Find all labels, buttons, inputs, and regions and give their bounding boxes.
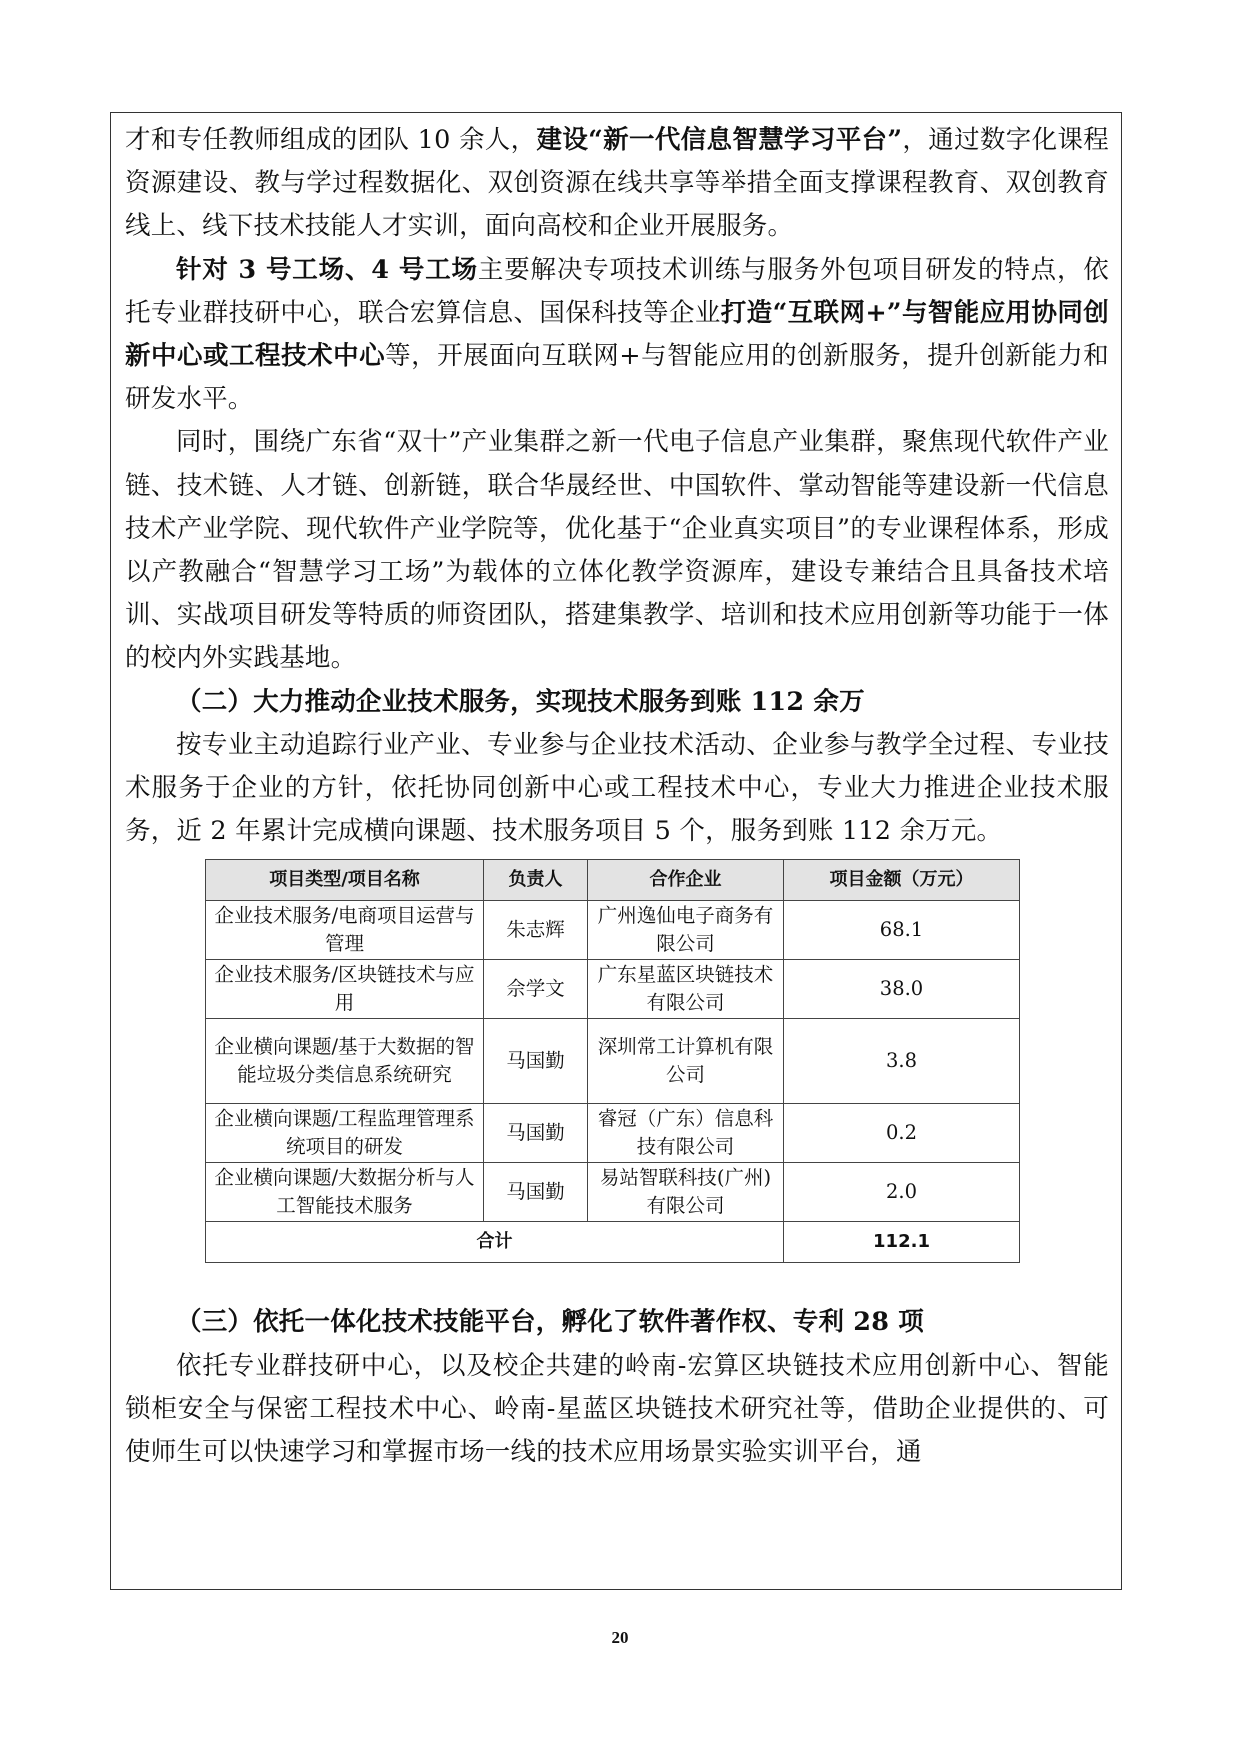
amount-cell: 3.8 bbox=[784, 1019, 1020, 1104]
partner-cell: 睿冠（广东）信息科技有限公司 bbox=[588, 1104, 784, 1163]
table-row bbox=[206, 1019, 1020, 1104]
table-row bbox=[206, 1163, 1020, 1222]
project-name-cell: 企业横向课题/工程监理管理系统项目的研发 bbox=[206, 1104, 484, 1163]
text-run: ，通过数字化课程资源建设、教与学过程数据化、双创资源在线共享等举措全面支撑课程教育、双创教育线上、线下技术技能人才实训，面向高校和企业开展服务。 bbox=[125, 125, 1109, 242]
text-run: 等，开展面向互联网+与智能应用的创新服务，提升创新能力和研发水平。 bbox=[125, 341, 1109, 415]
paragraph-workshops bbox=[125, 249, 1109, 422]
section-heading-patents: （三）依托一体化技术技能平台，孵化了软件著作权、专利 28 项 bbox=[176, 1307, 924, 1338]
leader-cell: 马国勤 bbox=[484, 1163, 588, 1222]
text-run: 主要解决专项技术训练与服务外包项目研发的特点，依托专业群技研中心，联合宏算信息、国保科技等企业 bbox=[125, 254, 1109, 328]
leader-cell: 佘学文 bbox=[484, 960, 588, 1019]
document-body bbox=[125, 119, 1109, 1474]
amount-cell: 38.0 bbox=[784, 960, 1020, 1019]
partner-cell: 易站智联科技(广州)有限公司 bbox=[588, 1163, 784, 1222]
page-number: 20 bbox=[611, 1628, 629, 1647]
project-name-cell: 企业技术服务/区块链技术与应用 bbox=[206, 960, 484, 1019]
amount-cell: 2.0 bbox=[784, 1163, 1020, 1222]
amount-cell: 68.1 bbox=[784, 901, 1020, 960]
bold-text-run: 针对 3 号工场、4 号工场 bbox=[176, 254, 478, 285]
leader-cell: 马国勤 bbox=[484, 1104, 588, 1163]
leader-cell: 马国勤 bbox=[484, 1019, 588, 1104]
paragraph-tech-service: 按专业主动追踪行业产业、专业参与企业技术活动、企业参与教学全过程、专业技术服务于企业的方针，依托协同创新中心或工程技术中心，专业大力推进企业技术服务，近 2 年累计完成横向课题、技术服务项目 5 个，服务到账 112 余万元。 bbox=[125, 729, 1109, 847]
paragraph-patents: 依托专业群技研中心，以及校企共建的岭南-宏算区块链技术应用创新中心、智能锁柜安全与保密工程技术中心、岭南-星蓝区块链技术研究社等，借助企业提供的、可使师生可以快速学习和掌握市场一线的技术应用场景实验实训平台，通 bbox=[125, 1350, 1109, 1468]
table-row bbox=[206, 1104, 1020, 1163]
project-name-cell: 企业横向课题/大数据分析与人工智能技术服务 bbox=[206, 1163, 484, 1222]
table-row bbox=[206, 901, 1020, 960]
bold-text-run: 建设“新一代信息智慧学习平台” bbox=[536, 125, 903, 155]
table-header-row bbox=[206, 860, 1020, 901]
amount-cell: 0.2 bbox=[784, 1104, 1020, 1163]
paragraph-platform bbox=[125, 119, 1109, 249]
table-total-row bbox=[206, 1222, 1020, 1263]
column-header-amount: 项目金额（万元） bbox=[784, 860, 1020, 901]
spacer bbox=[125, 1263, 1109, 1301]
partner-cell: 广州逸仙电子商务有限公司 bbox=[588, 901, 784, 960]
column-header-project: 项目类型/项目名称 bbox=[206, 860, 484, 901]
total-label-cell: 合计 bbox=[206, 1222, 784, 1263]
column-header-partner: 合作企业 bbox=[588, 860, 784, 901]
project-table bbox=[205, 859, 1020, 1263]
total-amount-cell: 112.1 bbox=[784, 1222, 1020, 1263]
column-header-leader: 负责人 bbox=[484, 860, 588, 901]
partner-cell: 广东星蓝区块链技术有限公司 bbox=[588, 960, 784, 1019]
text-run: 才和专任教师组成的团队 10 余人， bbox=[125, 125, 537, 155]
project-name-cell: 企业横向课题/基于大数据的智能垃圾分类信息系统研究 bbox=[206, 1019, 484, 1104]
paragraph-industry-cluster: 同时，围绕广东省“双十”产业集群之新一代电子信息产业集群，聚焦现代软件产业链、技术链、人才链、创新链，联合华晟经世、中国软件、掌动智能等建设新一代信息技术产业学院、现代软件产业学院等，优化基于“企业真实项目”的专业课程体系，形成以产教融合“智慧学习工场”为载体的立体化教学资源库，建设专兼结合且具备技术培训、实战项目研发等特质的师资团队，搭建集教学、培训和技术应用创新等功能于一体的校内外实践基地。 bbox=[125, 427, 1109, 674]
table-row bbox=[206, 960, 1020, 1019]
leader-cell: 朱志辉 bbox=[484, 901, 588, 960]
project-name-cell: 企业技术服务/电商项目运营与管理 bbox=[206, 901, 484, 960]
partner-cell: 深圳常工计算机有限公司 bbox=[588, 1019, 784, 1104]
document-frame bbox=[110, 112, 1122, 1590]
bold-text-run: 打造“互联网+”与智能应用协同创新中心或工程技术中心 bbox=[125, 297, 1109, 372]
section-heading-tech-service: （二）大力推动企业技术服务，实现技术服务到账 112 余万 bbox=[176, 686, 865, 717]
